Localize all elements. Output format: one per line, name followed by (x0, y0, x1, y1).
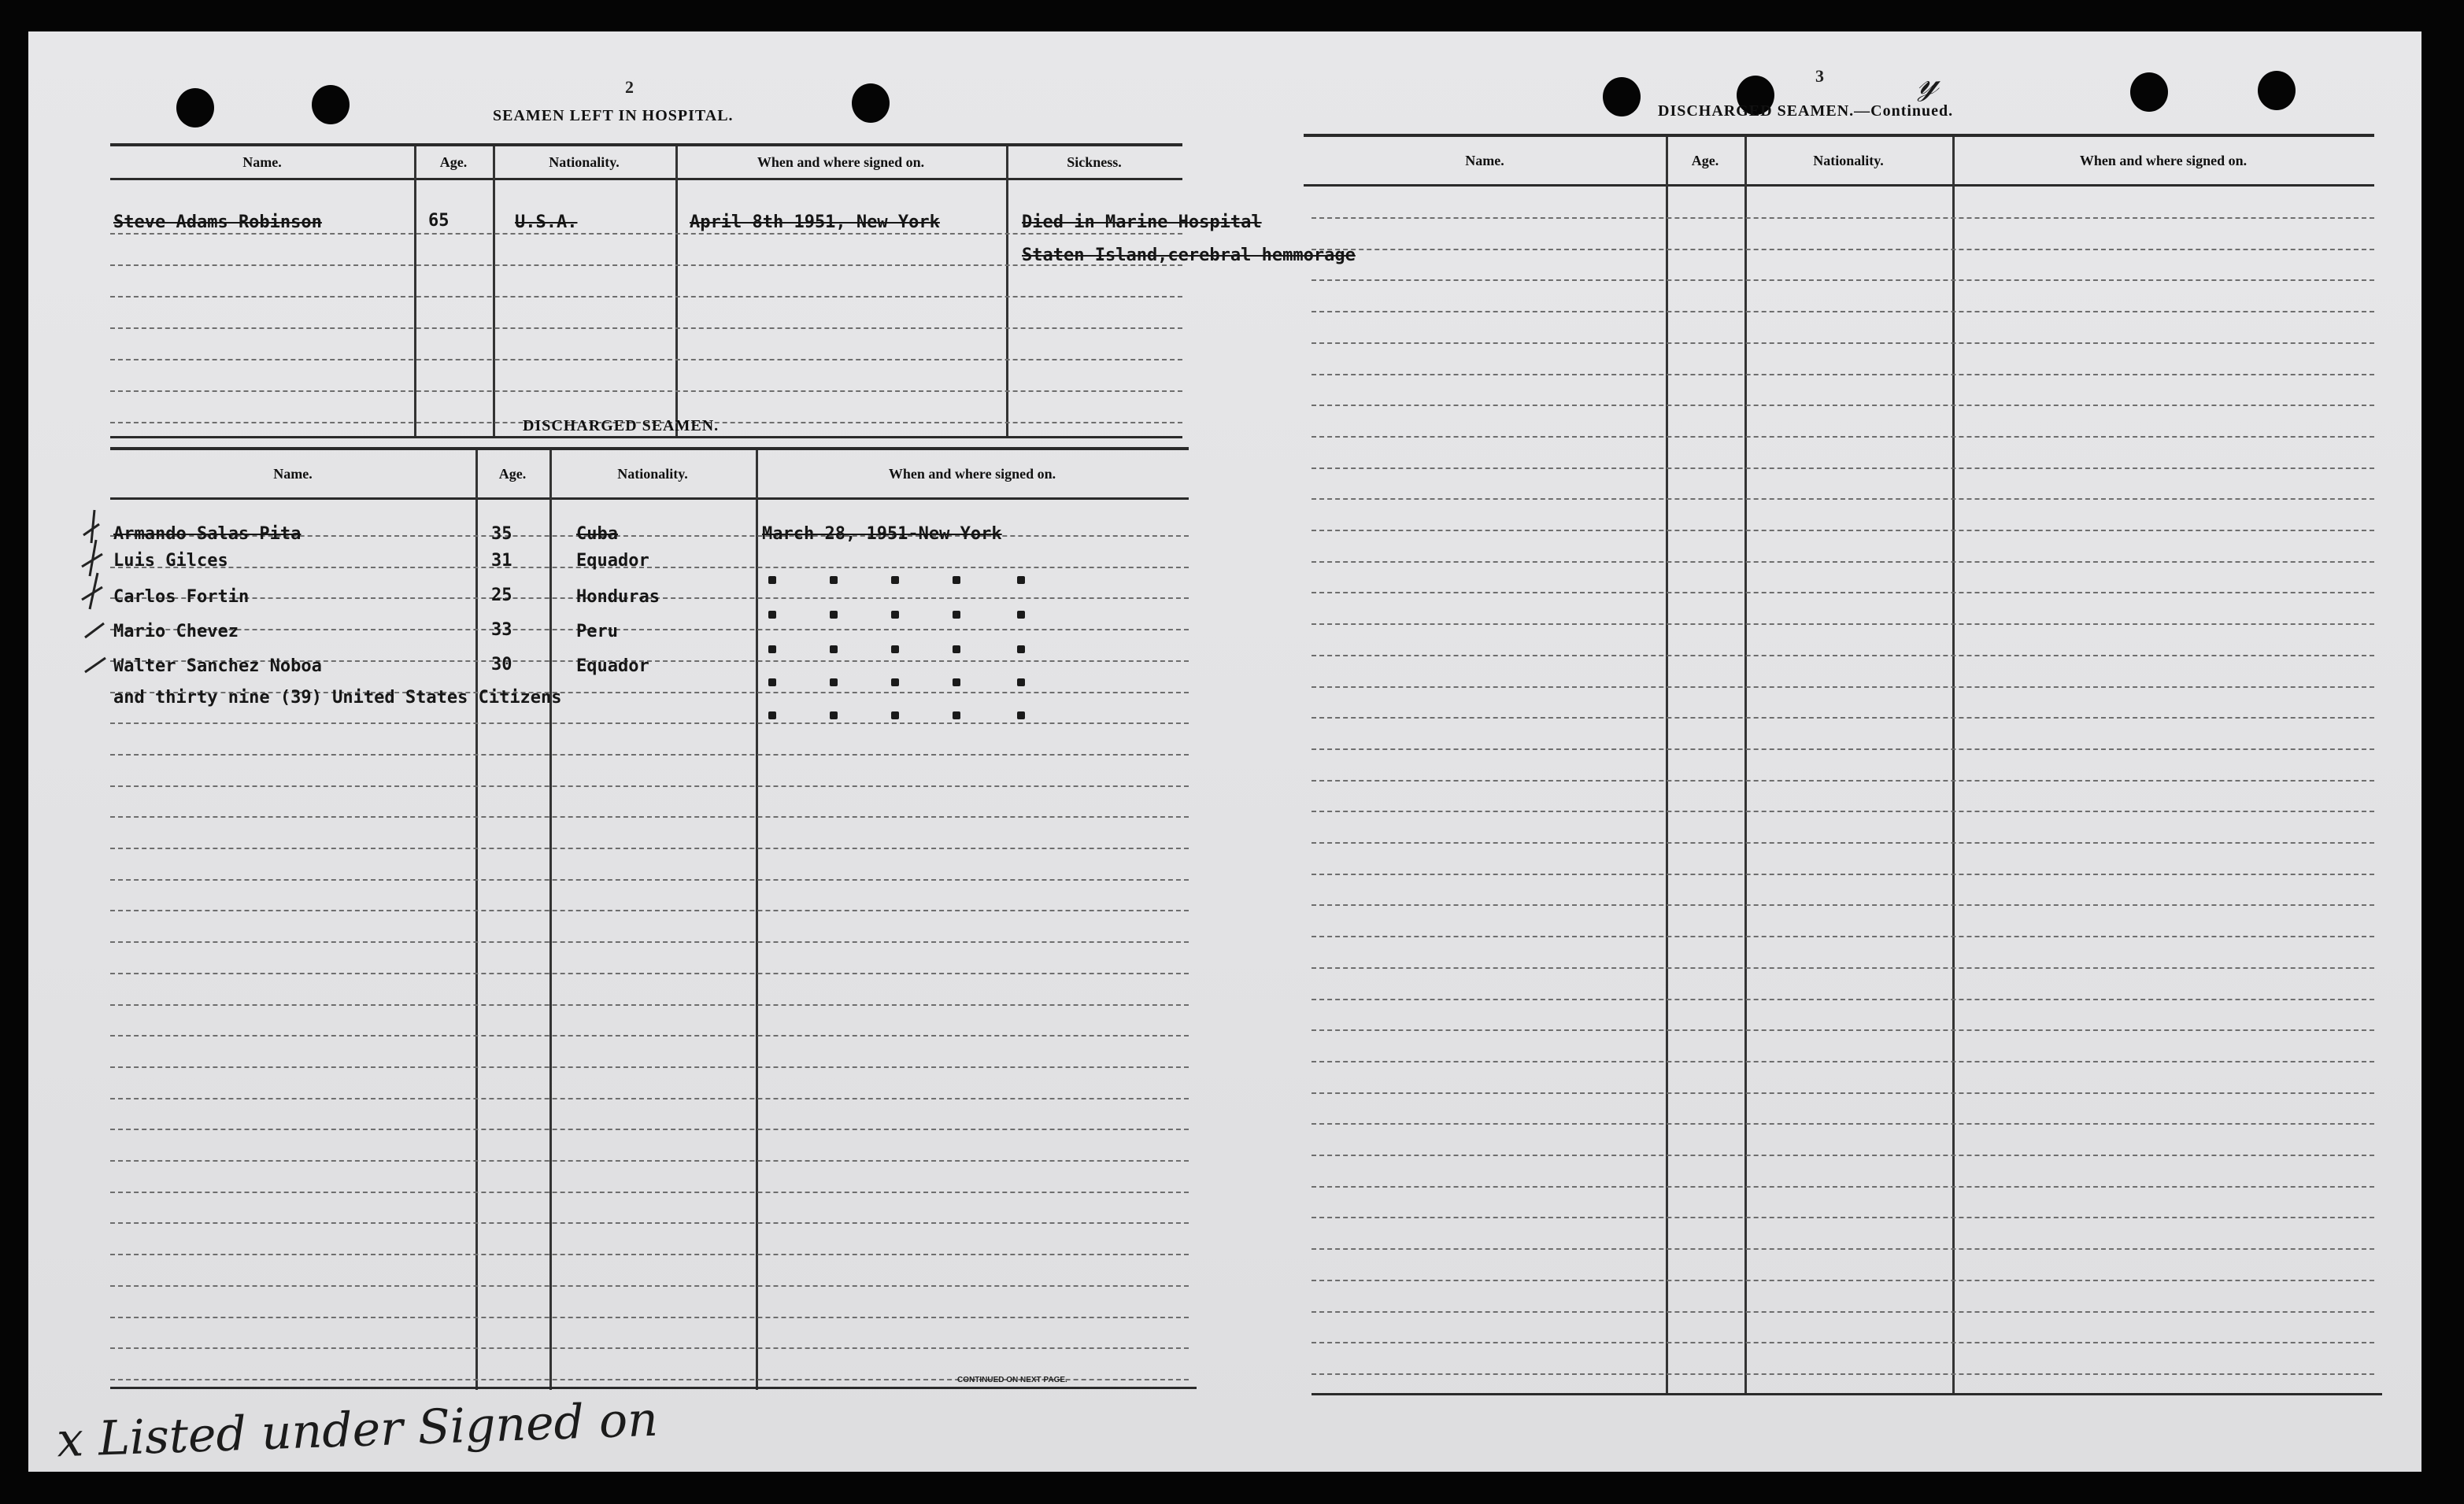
ruled-line (110, 390, 1182, 392)
check-mark (85, 658, 105, 672)
ruled-line (1312, 1186, 2374, 1188)
handwritten-annotation: x Listed under Signed on (56, 1391, 659, 1469)
ruled-line (1312, 780, 2374, 782)
discharged-row-5-name: Walter Sanchez Noboa (113, 656, 322, 676)
ruled-line (110, 722, 1189, 724)
ruled-line (110, 359, 1182, 360)
ruled-line (1312, 999, 2374, 1000)
col-divider (414, 146, 416, 438)
ruled-line (1312, 1061, 2374, 1062)
ruled-line (1312, 748, 2374, 750)
ruled-line (110, 629, 1189, 630)
discharged-header-age: Age. (498, 466, 527, 482)
hospital-sickness-line2: Staten Island,cerebral hemmorage (1022, 246, 1356, 265)
hospital-age: 65 (428, 211, 450, 231)
right-table-top-rule (1304, 134, 2374, 137)
ruled-line (110, 1254, 1189, 1255)
ruled-line (1312, 874, 2374, 875)
right-header-name: Name. (1465, 153, 1504, 168)
discharged-row-1-signed: March 28, 1951-New York (762, 524, 1002, 544)
ruled-line (1312, 217, 2374, 219)
binder-hole (852, 83, 890, 123)
discharged-row-2-age: 31 (491, 551, 512, 571)
discharged-row-3-nationality: Honduras (576, 587, 660, 607)
ruled-line (1312, 561, 2374, 563)
ditto-mark (768, 611, 776, 619)
ruled-line (110, 941, 1189, 943)
ruled-line (110, 1192, 1189, 1193)
ruled-line (1312, 436, 2374, 438)
ruled-line (110, 567, 1189, 568)
ruled-line (1312, 374, 2374, 375)
ruled-line (1312, 811, 2374, 812)
hospital-table-top-rule (110, 143, 1182, 146)
ruled-line (1312, 498, 2374, 500)
hospital-name: Steve Adams Robinson (113, 212, 322, 232)
col-divider (475, 450, 478, 1390)
ruled-line (110, 1222, 1189, 1224)
ruled-line (1312, 1311, 2374, 1313)
ditto-mark (891, 611, 899, 619)
col-divider (549, 450, 552, 1390)
ruled-line (110, 1129, 1189, 1130)
ruled-line (1312, 655, 2374, 656)
hospital-header-name: Name. (242, 154, 282, 170)
ruled-line (110, 327, 1182, 329)
col-divider (1006, 146, 1008, 438)
ruled-line (110, 1066, 1189, 1068)
check-mark (83, 510, 99, 543)
hospital-header-signed: When and where signed on. (757, 154, 925, 170)
ruled-line (110, 233, 1182, 235)
page-number-left: 2 (625, 77, 634, 97)
ditto-mark (1017, 645, 1025, 653)
discharged-row-1-nationality: Cuba (576, 524, 618, 544)
right-header-age: Age. (1691, 153, 1719, 168)
ruled-line (110, 910, 1189, 911)
right-header-rule (1304, 184, 2374, 187)
ruled-line (1312, 311, 2374, 312)
right-header-signed: When and where signed on. (2079, 153, 2248, 168)
ruled-line (1312, 342, 2374, 344)
ditto-mark (891, 678, 899, 686)
binder-hole (176, 88, 214, 127)
ruled-line (1312, 467, 2374, 469)
ditto-mark (891, 711, 899, 719)
ruled-line (110, 973, 1189, 974)
ruled-line (1312, 936, 2374, 937)
ditto-mark (830, 611, 838, 619)
discharged-header-signed: When and where signed on. (888, 466, 1056, 482)
page-number-right: 3 (1815, 66, 1824, 86)
ruled-line (110, 1004, 1189, 1006)
ruled-line (110, 1317, 1189, 1318)
ruled-line (1312, 1092, 2374, 1094)
check-mark (82, 573, 102, 609)
binder-hole (2130, 72, 2168, 112)
check-mark (85, 623, 104, 637)
right-header-nationality: Nationality. (1813, 153, 1884, 168)
right-section-title: DISCHARGED SEAMEN.—Continued. (1658, 102, 1954, 120)
ditto-mark (1017, 711, 1025, 719)
binder-hole (312, 85, 350, 124)
discharged-row-3-age: 25 (491, 586, 512, 605)
ruled-line (110, 785, 1189, 787)
discharged-table-bottom-rule (110, 1387, 1197, 1389)
ruled-line (1312, 967, 2374, 969)
ruled-line (110, 848, 1189, 849)
ditto-mark (953, 611, 960, 619)
ruled-line (1312, 1217, 2374, 1218)
ditto-mark (768, 711, 776, 719)
binder-hole (2258, 71, 2296, 110)
discharged-row-5-nationality: Equador (576, 656, 649, 676)
hospital-nationality: U.S.A. (515, 212, 578, 232)
discharged-header-name: Name. (273, 466, 313, 482)
ruled-line (1312, 842, 2374, 844)
handwritten-mark: 𝓎 (1918, 60, 1939, 102)
ditto-mark (768, 645, 776, 653)
discharged-row-4-nationality: Peru (576, 622, 618, 641)
ruled-line (110, 296, 1182, 297)
hospital-header-age: Age. (439, 154, 468, 170)
ruled-line (1312, 1373, 2374, 1375)
ruled-line (1312, 249, 2374, 250)
ruled-line (110, 1098, 1189, 1099)
ruled-line (110, 816, 1189, 818)
discharged-header-nationality: Nationality. (617, 466, 688, 482)
ruled-line (1312, 1280, 2374, 1281)
ruled-line (1312, 1342, 2374, 1343)
ditto-mark (768, 576, 776, 584)
ditto-mark (1017, 678, 1025, 686)
ruled-line (1312, 623, 2374, 625)
discharged-row-2-nationality: Equador (576, 551, 649, 571)
check-mark (82, 540, 102, 576)
col-divider (1744, 137, 1747, 1395)
ruled-line (110, 1347, 1189, 1349)
ruled-line (1312, 1123, 2374, 1125)
ruled-line (110, 1285, 1189, 1287)
hospital-header-sickness: Sickness. (1067, 154, 1122, 170)
ditto-mark (830, 645, 838, 653)
col-divider (493, 146, 495, 438)
discharged-summary-line: and thirty nine (39) United States Citizens (113, 688, 562, 708)
ruled-line (110, 754, 1189, 756)
discharged-table-top-rule (110, 447, 1189, 450)
ruled-line (110, 1035, 1189, 1037)
discharged-section-title: DISCHARGED SEAMEN. (523, 417, 720, 434)
ditto-mark (768, 678, 776, 686)
discharged-row-5-age: 30 (491, 655, 512, 674)
ruled-line (1312, 1155, 2374, 1156)
discharged-header-rule (110, 497, 1189, 500)
ditto-mark (830, 576, 838, 584)
ruled-line (1312, 686, 2374, 688)
ditto-mark (830, 711, 838, 719)
binder-hole (1603, 77, 1641, 116)
right-table-bottom-rule (1312, 1393, 2382, 1395)
discharged-row-4-name: Mario Chevez (113, 622, 239, 641)
ditto-mark (953, 576, 960, 584)
ruled-line (1312, 1248, 2374, 1250)
hospital-signed: April 8th 1951, New York (690, 212, 940, 232)
col-divider (1666, 137, 1668, 1395)
ditto-mark (953, 645, 960, 653)
ditto-mark (953, 678, 960, 686)
ruled-line (1312, 904, 2374, 906)
ruled-line (1312, 405, 2374, 406)
ruled-line (1312, 1029, 2374, 1031)
ruled-line (110, 1160, 1189, 1162)
ruled-line (1312, 530, 2374, 531)
ditto-mark (1017, 611, 1025, 619)
ruled-line (110, 879, 1189, 881)
document-sheet (28, 31, 2421, 1472)
ditto-mark (953, 711, 960, 719)
col-divider (675, 146, 678, 438)
discharged-row-3-name: Carlos Fortin (113, 587, 250, 607)
hospital-sickness-line1: Died in Marine Hospital (1022, 212, 1262, 232)
col-divider (756, 450, 758, 1390)
ditto-mark (1017, 576, 1025, 584)
ruled-line (1312, 592, 2374, 593)
continued-note: CONTINUED ON NEXT PAGE. (957, 1376, 1067, 1384)
col-divider (1952, 137, 1955, 1395)
ruled-line (1312, 717, 2374, 719)
hospital-header-nationality: Nationality. (549, 154, 620, 170)
hospital-section-title: SEAMEN LEFT IN HOSPITAL. (493, 107, 734, 124)
check-marks (76, 504, 123, 708)
ditto-mark (891, 645, 899, 653)
ruled-line (1312, 279, 2374, 281)
discharged-row-1-age: 35 (491, 524, 512, 544)
ditto-mark (891, 576, 899, 584)
discharged-row-1-name: Armando Salas Pita (113, 524, 302, 544)
ditto-mark (830, 678, 838, 686)
hospital-table-bottom-rule (110, 436, 1182, 438)
discharged-row-2-name: Luis Gilces (113, 551, 228, 571)
hospital-header-rule (110, 178, 1182, 180)
discharged-row-4-age: 33 (491, 620, 512, 640)
